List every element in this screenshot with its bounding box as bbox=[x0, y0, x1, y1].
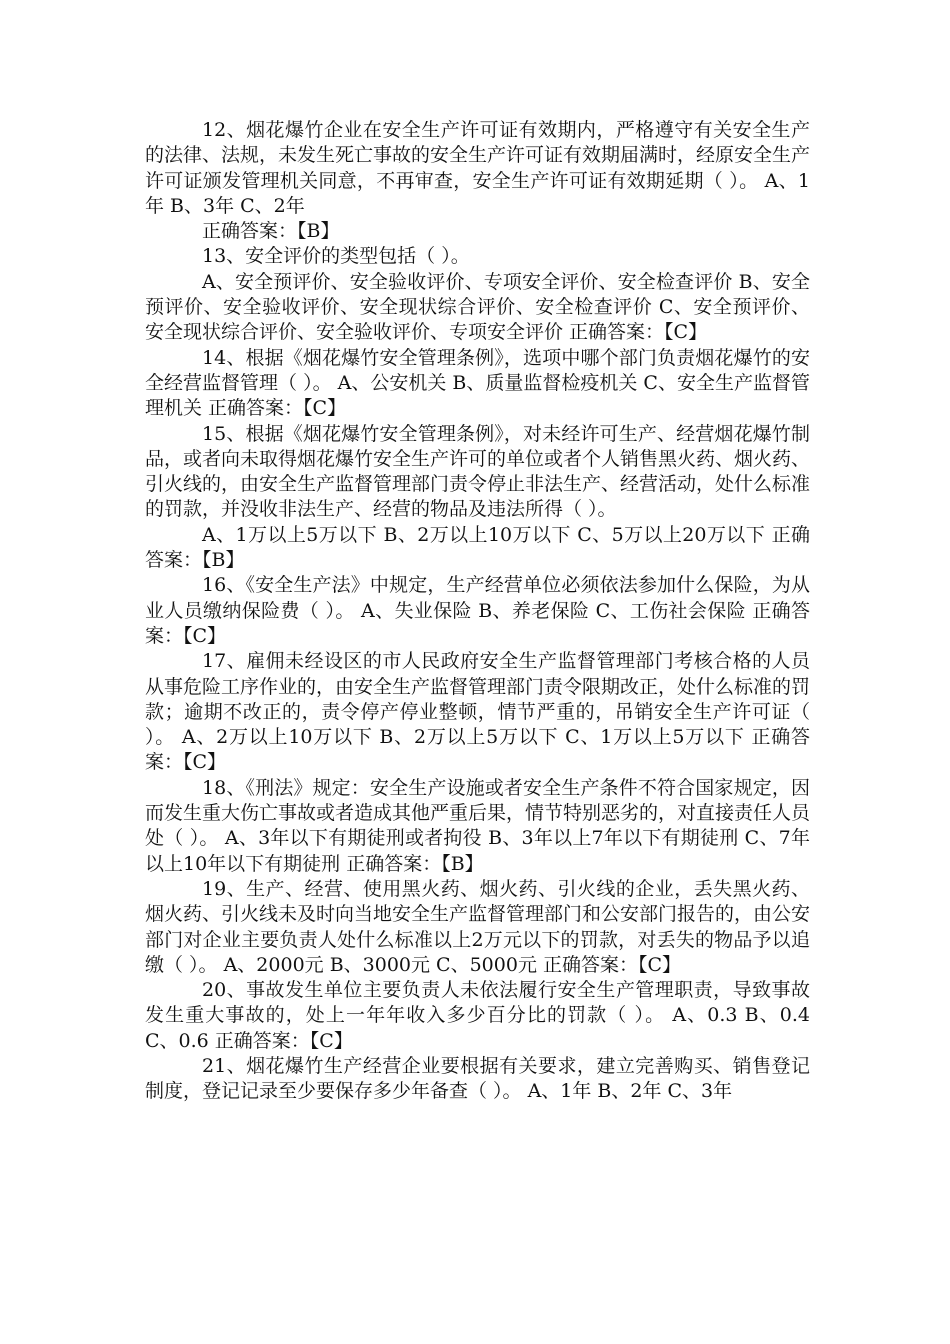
question-12: 12、烟花爆竹企业在安全生产许可证有效期内，严格遵守有关安全生产的法律、法规，未发生死亡事故的安全生产许可证有效期届满时，经原安全生产许可证颁发管理机关同意，不再审查，安全生产许可证有效期延期（ ）。 A、1年 B、3年 C、2年 bbox=[145, 119, 811, 217]
question-13: 13、安全评价的类型包括（ ）。 bbox=[202, 245, 470, 268]
options-15: A、1万以上5万以下 B、2万以上10万以下 C、5万以上20万以下 正确答案：【B】 bbox=[145, 523, 810, 572]
question-20: 20、事故发生单位主要负责人未依法履行安全生产管理职责，导致事故发生重大事故的，处上一年年收入多少百分比的罚款（ ）。 A、0.3 B、0.4 C、0.6 正确答案：【C】 bbox=[145, 979, 810, 1052]
document-page bbox=[145, 118, 810, 1105]
answer-12: 正确答案：【B】 bbox=[202, 220, 340, 243]
question-17: 17、雇佣未经设区的市人民政府安全生产监督管理部门考核合格的人员从事危险工序作业的，由安全生产监督管理部门责令限期改正，处什么标准的罚款；逾期不改正的，责令停产停业整顿，情节严重的，吊销安全生产许可证（ ）。 A、2万以上10万以下 B、2万以上5万以下 C、1万以上5万以下 正确答案：【C】 bbox=[145, 650, 811, 774]
options-13: A、安全预评价、安全验收评价、专项安全评价、安全检查评价 B、安全预评价、安全验收评价、安全现状综合评价、安全检查评价 C、安全预评价、安全现状综合评价、安全验收评价、专项安全评价 正确答案：【C】 bbox=[145, 270, 810, 344]
question-15: 15、根据《烟花爆竹安全管理条例》，对未经许可生产、经营烟花爆竹制品，或者向未取得烟花爆竹安全生产许可的单位或者个人销售黑火药、烟火药、引火线的，由安全生产监督管理部门责令停止非法生产、经营活动，处什么标准的罚款，并没收非法生产、经营的物品及违法所得（ ）。 bbox=[145, 422, 811, 521]
question-21: 21、烟花爆竹生产经营企业要根据有关要求，建立完善购买、销售登记制度，登记记录至少要保存多少年备查（ ）。 A、1年 B、2年 C、3年 bbox=[145, 1054, 810, 1103]
question-19: 19、生产、经营、使用黑火药、烟火药、引火线的企业，丢失黑火药、烟火药、引火线未及时向当地安全生产监督管理部门和公安部门报告的，由公安部门对企业主要负责人处什么标准以上2万元以下的罚款，对丢失的物品予以追缴（ ）。 A、2000元 B、3000元 C、5000元 正确答案：【C】 bbox=[145, 877, 811, 976]
question-18: 18、《刑法》规定：安全生产设施或者安全生产条件不符合国家规定，因而发生重大伤亡事故或者造成其他严重后果，情节特别恶劣的，对直接责任人员处（ ）。 A、3年以下有期徒刑或者拘役 B、3年以上7年以下有期徒刑 C、7年以上10年以下有期徒刑 正确答案：【B】 bbox=[145, 776, 811, 875]
question-16: 16、《安全生产法》中规定，生产经营单位必须依法参加什么保险，为从业人员缴纳保险费（ ）。 A、失业保险 B、养老保险 C、工伤社会保险 正确答案：【C】 bbox=[145, 574, 810, 647]
question-14: 14、根据《烟花爆竹安全管理条例》，选项中哪个部门负责烟花爆竹的安全经营监督管理（ ）。 A、公安机关 B、质量监督检疫机关 C、安全生产监督管理机关 正确答案：【C】 bbox=[145, 346, 810, 420]
